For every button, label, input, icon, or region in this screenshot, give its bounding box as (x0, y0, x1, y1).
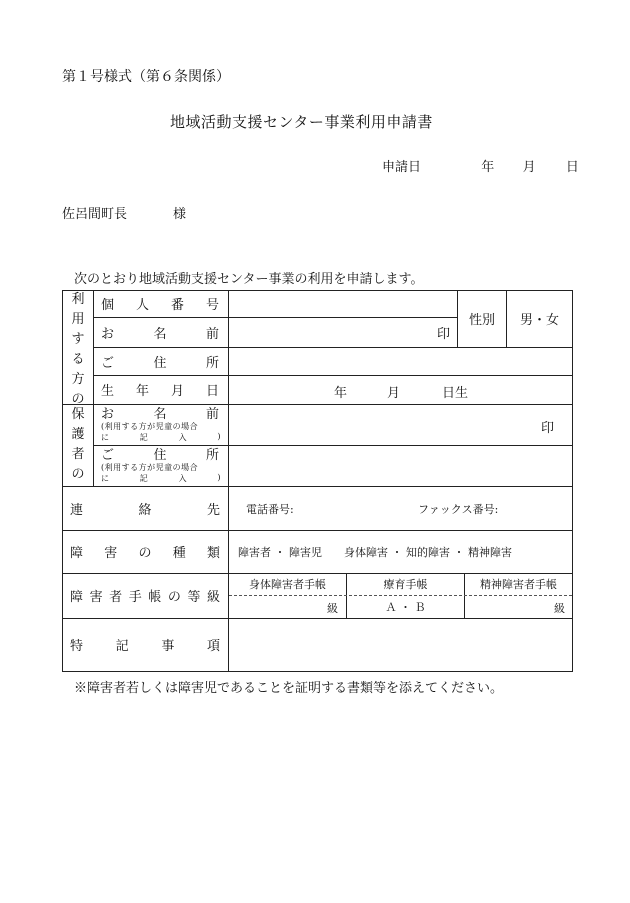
personal-number-field[interactable] (230, 291, 456, 316)
disability-type-options[interactable]: 障害者 ・ 障害児 身体障害 ・ 知的障害 ・ 精神障害 (238, 546, 512, 559)
application-date (382, 156, 579, 175)
intro-text: 次のとおり地域活動支援センター事業の利用を申請します。 (74, 272, 424, 287)
user-name-label: お 名 前 (101, 326, 219, 342)
document-title: 地域活動支援センター事業利用申請書 (170, 113, 433, 131)
physical-handbook-grade[interactable]: 級 (327, 602, 338, 615)
guardian-name-note: (利用する方が児童の場合 に 記 入 ) (101, 422, 221, 442)
birth-day-unit: 日生 (442, 386, 469, 401)
guardian-name-field[interactable] (230, 405, 571, 444)
guardian-address-label: ご 住 所 (101, 448, 219, 463)
gender-label: 性別 (468, 313, 495, 328)
form-number: 第１号様式（第６条関係） (62, 69, 230, 85)
handbook-grade-label: 障 害 者 手 帳 の 等 級 (70, 590, 220, 605)
birthdate-label: 生 年 月 日 (101, 384, 219, 399)
addressee-suffix: 様 (173, 207, 187, 222)
rehab-handbook-grade[interactable]: Ａ ・ Ｂ (385, 601, 426, 614)
remarks-field[interactable] (230, 619, 571, 670)
personal-number-label: 個 人 番 号 (101, 298, 219, 313)
fax-number-label: ファックス番号: (418, 503, 499, 516)
guardian-name-label: お 名 前 (101, 407, 219, 422)
mental-handbook-header: 精神障害者手帳 (480, 578, 557, 591)
date-month: 月 (522, 160, 536, 175)
guardian-address-note: (利用する方が児童の場合 に 記 入 ) (101, 463, 221, 483)
gender-options[interactable]: 男・女 (519, 313, 559, 328)
rehab-handbook-header: 療育手帳 (383, 578, 428, 591)
disability-type-label: 障 害 の 種 類 (70, 546, 220, 561)
date-label: 申請日 (382, 160, 422, 175)
physical-handbook-header: 身体障害者手帳 (249, 578, 326, 591)
date-day: 日 (565, 160, 579, 175)
remarks-label: 特 記 事 項 (70, 639, 220, 654)
birthdate-field[interactable] (230, 376, 571, 403)
birth-year-unit: 年 (334, 386, 348, 401)
user-seal-mark: 印 (437, 327, 451, 342)
contact-label: 連 絡 先 (70, 502, 220, 518)
guardian-seal-mark: 印 (541, 421, 555, 436)
contact-field[interactable] (230, 487, 571, 529)
guardian-address-field[interactable] (230, 446, 571, 485)
phone-number-label: 電話番号: (246, 503, 294, 516)
user-address-field[interactable] (230, 348, 571, 374)
footer-note: ※障害者若しくは障害児であることを証明する書類等を添えてください。 (74, 681, 504, 696)
addressee-name: 佐呂間町長 (62, 207, 128, 222)
birth-month-unit: 月 (387, 386, 401, 401)
user-group-label: 利 用 す る 方 の (71, 292, 85, 407)
user-address-label: ご 住 所 (101, 355, 219, 371)
mental-handbook-grade[interactable]: 級 (554, 602, 565, 615)
guardian-group-label: 保 護 者 の (71, 407, 85, 482)
addressee (62, 203, 186, 222)
user-name-field[interactable] (230, 318, 456, 346)
date-year: 年 (481, 160, 495, 175)
